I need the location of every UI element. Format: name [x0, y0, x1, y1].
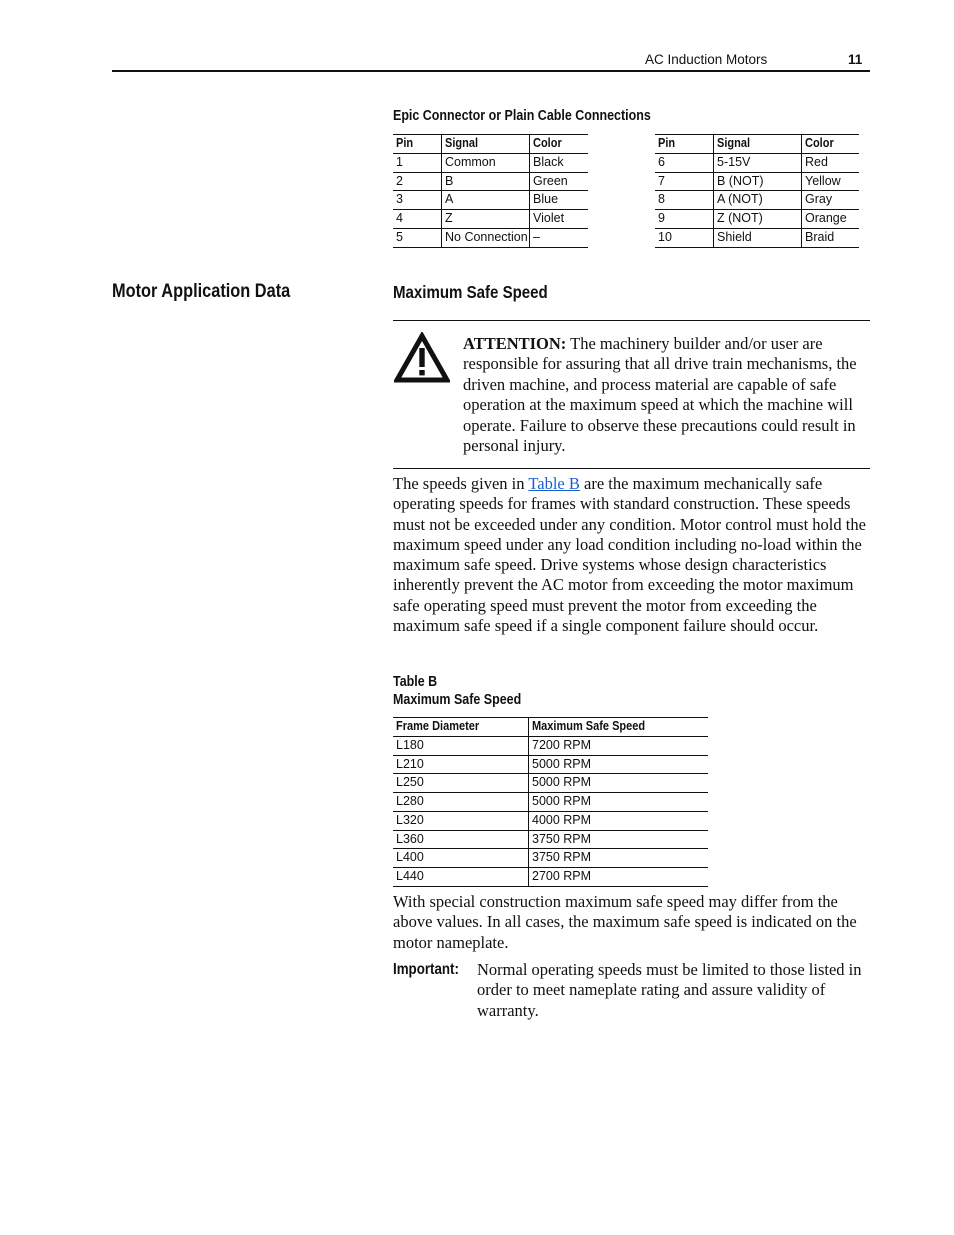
- attention-body: The machinery builder and/or user are responsible for assuring that all drive train mechanisms, the driven machine, and process material are capable of safe operation at the maximum speed at which the machine will operate. Failure to observe these precautions could result in personal injury.: [463, 334, 857, 456]
- attention-rule-top: [393, 320, 870, 321]
- table-cell: 2700 RPM: [529, 867, 709, 886]
- table-cell: 7200 RPM: [529, 737, 709, 756]
- table-cell: Z (NOT): [714, 210, 802, 229]
- table-b-link[interactable]: Table B: [528, 474, 580, 493]
- connections-table-title-text: Epic Connector or Plain Cable Connections: [393, 108, 651, 124]
- table-cell: –: [530, 228, 589, 247]
- attention-label: ATTENTION:: [463, 334, 567, 353]
- table-b-label: Table B: [393, 674, 438, 690]
- table-row: [393, 755, 708, 774]
- table-cell: A: [442, 191, 530, 210]
- table-cell: Orange: [802, 210, 860, 229]
- table-cell: 3750 RPM: [529, 849, 709, 868]
- table-cell: 3: [393, 191, 442, 210]
- warning-triangle-icon: [394, 332, 450, 384]
- table-row: [393, 774, 708, 793]
- table-cell: B: [442, 172, 530, 191]
- column-header-signal: Signal: [714, 135, 802, 154]
- table-cell: 5-15V: [714, 154, 802, 173]
- column-header-color: Color: [530, 135, 589, 154]
- section-title: [112, 281, 319, 303]
- table-row: [393, 849, 708, 868]
- table-cell: 6: [655, 154, 714, 173]
- body-text-start: The speeds given in: [393, 474, 529, 493]
- table-cell: L210: [393, 755, 529, 774]
- table-cell: Yellow: [802, 172, 860, 191]
- table-cell: Red: [802, 154, 860, 173]
- table-cell: 1: [393, 154, 442, 173]
- table-cell: 5000 RPM: [529, 793, 709, 812]
- important-label-text: Important:: [393, 961, 459, 978]
- table-cell: L440: [393, 867, 529, 886]
- table-header-row: [393, 135, 588, 154]
- body-paragraph: [393, 474, 870, 636]
- table-cell: No Connection: [442, 228, 530, 247]
- body-text-rest: are the maximum mechanically safe operating speeds for frames with standard construction. These speeds must not be exceeded under any condition. Motor control must hold the maximum speed under any load condition including no-load within the maximum safe speed. Drive systems whose design characteristics inherently prevent the AC motor from exceeding the motor maximum safe operating speed must prevent the motor from exceeding the maximum safe speed if a single component failure should occur.: [393, 474, 866, 636]
- table-cell: L360: [393, 830, 529, 849]
- max-safe-speed-table: [393, 717, 708, 887]
- table-cell: L400: [393, 849, 529, 868]
- table-cell: 10: [655, 228, 714, 247]
- table-cell: 9: [655, 210, 714, 229]
- connections-table-left: [393, 134, 588, 248]
- table-row: [655, 210, 859, 229]
- table-b-caption: [393, 673, 542, 709]
- table-cell: Shield: [714, 228, 802, 247]
- table-row: [393, 867, 708, 886]
- header-rule: [112, 70, 870, 72]
- table-cell: 5: [393, 228, 442, 247]
- column-header-pin: Pin: [393, 135, 442, 154]
- table-cell: Gray: [802, 191, 860, 210]
- table-cell: Green: [530, 172, 589, 191]
- table-cell: L280: [393, 793, 529, 812]
- table-cell: 7: [655, 172, 714, 191]
- table-cell: 3750 RPM: [529, 830, 709, 849]
- table-row: [655, 191, 859, 210]
- subsection-title-text: Maximum Safe Speed: [393, 282, 548, 302]
- column-header-frame-diameter: Frame Diameter: [393, 718, 529, 737]
- table-cell: L250: [393, 774, 529, 793]
- table-row: [655, 154, 859, 173]
- column-header-max-safe-speed: Maximum Safe Speed: [529, 718, 709, 737]
- table-row: [655, 172, 859, 191]
- table-cell: Z: [442, 210, 530, 229]
- table-cell: 5000 RPM: [529, 755, 709, 774]
- connections-table-title: [393, 108, 693, 124]
- table-row: [393, 811, 708, 830]
- table-b-title: Maximum Safe Speed: [393, 692, 522, 708]
- table-row: [393, 228, 588, 247]
- table-cell: Violet: [530, 210, 589, 229]
- table-cell: A (NOT): [714, 191, 802, 210]
- table-cell: Blue: [530, 191, 589, 210]
- table-row: [393, 154, 588, 173]
- column-header-pin: Pin: [655, 135, 714, 154]
- after-table-paragraph: With special construction maximum safe speed may differ from the above values. In all cases, the maximum safe speed is indicated on the motor nameplate.: [393, 892, 857, 952]
- column-header-signal: Signal: [442, 135, 530, 154]
- connections-table-right: [655, 134, 859, 248]
- table-cell: 8: [655, 191, 714, 210]
- table-cell: L180: [393, 737, 529, 756]
- table-cell: B (NOT): [714, 172, 802, 191]
- table-row: [393, 830, 708, 849]
- table-cell: 5000 RPM: [529, 774, 709, 793]
- table-header-row: [393, 718, 708, 737]
- table-cell: 2: [393, 172, 442, 191]
- column-header-color: Color: [802, 135, 860, 154]
- important-label: [393, 961, 470, 979]
- subsection-title: [393, 282, 573, 303]
- running-header-title: AC Induction Motors: [645, 52, 768, 67]
- table-cell: 4000 RPM: [529, 811, 709, 830]
- table-row: [393, 793, 708, 812]
- table-cell: Common: [442, 154, 530, 173]
- table-row: [393, 172, 588, 191]
- table-cell: Black: [530, 154, 589, 173]
- important-text: Normal operating speeds must be limited to those listed in order to meet nameplate rating and assure validity of warranty.: [477, 960, 862, 1020]
- attention-text: [463, 334, 867, 456]
- section-title-text: Motor Application Data: [112, 281, 291, 302]
- table-row: [393, 210, 588, 229]
- table-cell: L320: [393, 811, 529, 830]
- table-row: [655, 228, 859, 247]
- table-row: [393, 191, 588, 210]
- page-number: 11: [848, 52, 863, 67]
- table-cell: 4: [393, 210, 442, 229]
- table-row: [393, 737, 708, 756]
- table-header-row: [655, 135, 859, 154]
- attention-rule-bottom: [393, 468, 870, 469]
- table-cell: Braid: [802, 228, 860, 247]
